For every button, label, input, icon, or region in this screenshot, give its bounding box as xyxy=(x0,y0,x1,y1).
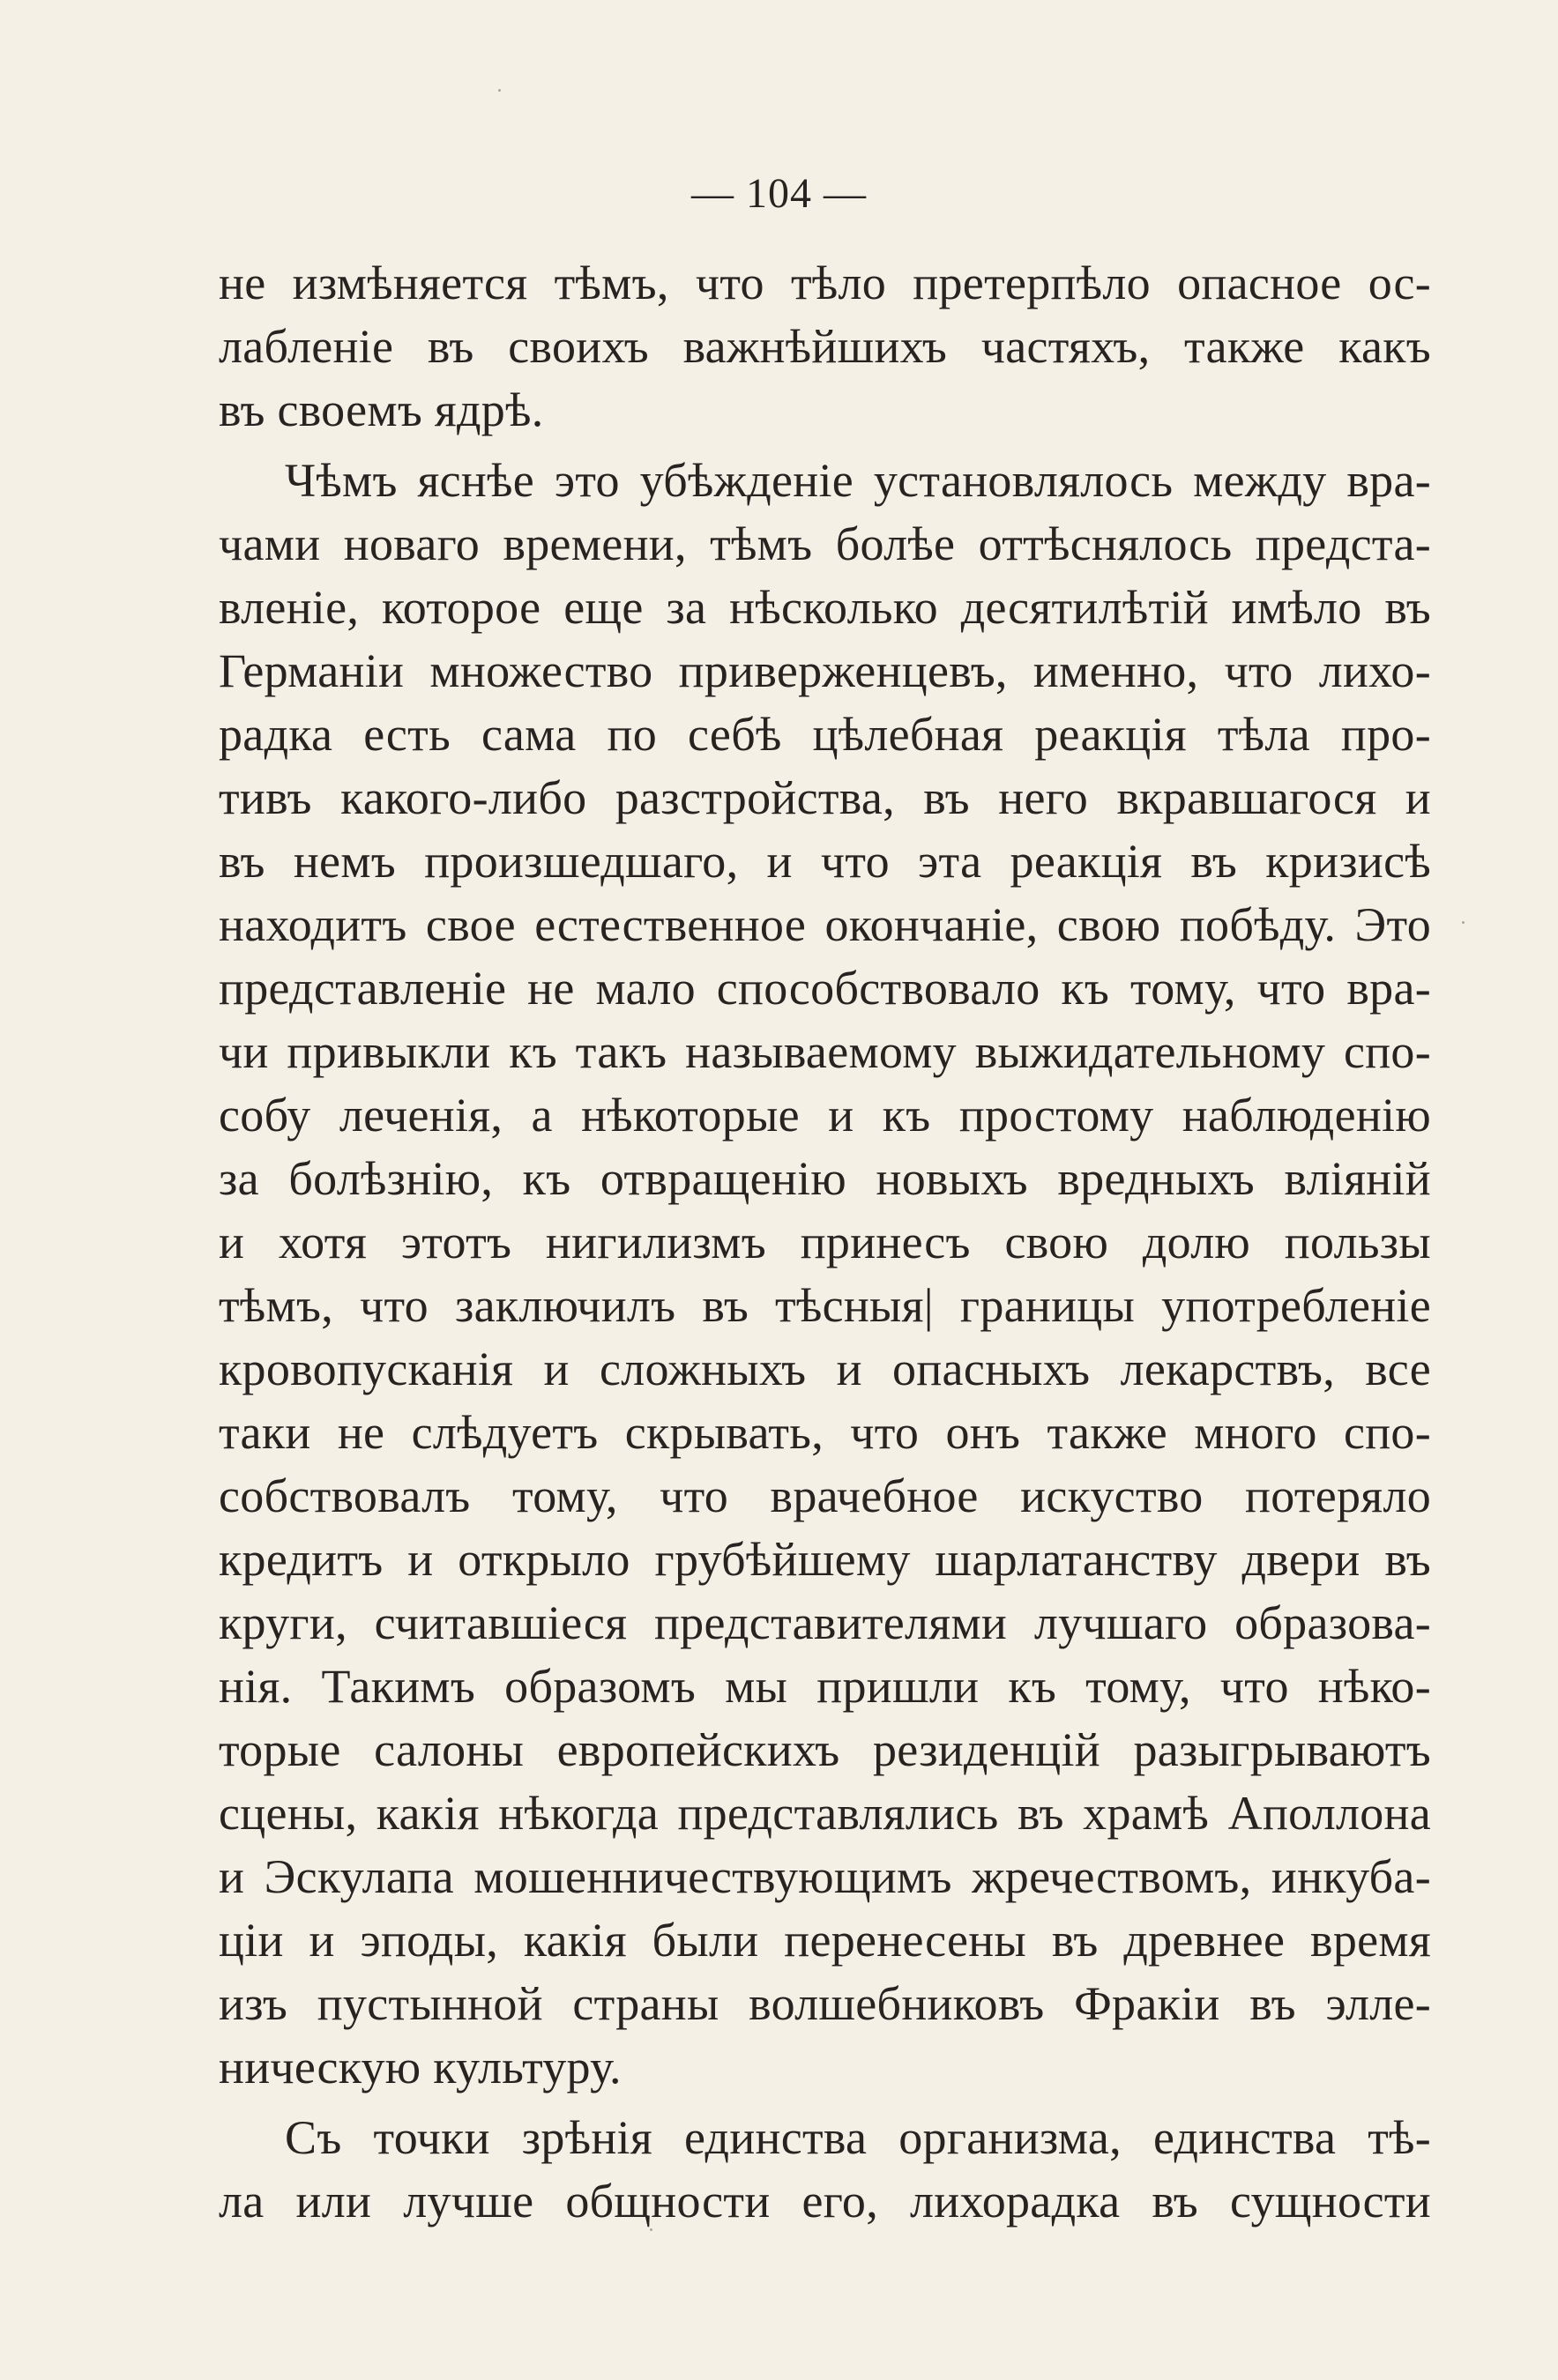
text-line: не измѣняется тѣмъ, что тѣло претерпѣло опасное ос- xyxy=(219,257,1431,309)
page-number: — 104 — xyxy=(691,170,867,217)
text-line: вленіе, которое еще за нѣсколько десятилѣтій имѣло въ xyxy=(219,581,1431,634)
text-line: круги, считавшіеся представителями лучшаго образова- xyxy=(219,1596,1431,1649)
text-line: таки не слѣдуетъ скрывать, что онъ также много спо- xyxy=(219,1406,1431,1459)
paper-speck xyxy=(1462,921,1465,924)
text-line: нія. Такимъ образомъ мы пришли къ тому, что нѣко- xyxy=(219,1660,1431,1713)
paper-speck xyxy=(650,2228,652,2231)
text-line: собствовалъ тому, что врачебное искуство потеряло xyxy=(219,1469,1431,1522)
text-line: ціи и эподы, какія были перенесены въ древнее время xyxy=(219,1914,1431,1967)
body-text xyxy=(219,251,1431,2233)
paragraph-gap xyxy=(219,2099,1431,2106)
text-line: чами новаго времени, тѣмъ болѣе оттѣснялось предста- xyxy=(219,517,1431,570)
text-line: тѣмъ, что заключилъ въ тѣсныя| границы употребленіе xyxy=(219,1279,1431,1332)
paper-speck xyxy=(498,89,501,92)
text-line: и хотя этотъ нигилизмъ принесъ свою долю пользы xyxy=(219,1216,1431,1268)
paragraph-gap xyxy=(219,442,1431,449)
text-line: сцены, какія нѣкогда представлялись въ храмѣ Аполлона xyxy=(219,1787,1431,1840)
text-line: въ немъ произшедшаго, и что эта реакція въ кризисѣ xyxy=(219,835,1431,888)
text-line: и Эскулапа мошенничествующимъ жречествомъ, инкуба- xyxy=(219,1850,1431,1903)
text-line: Германіи множество приверженцевъ, именно, что лихо- xyxy=(219,644,1431,697)
text-line: радка есть сама по себѣ цѣлебная реакція тѣла про- xyxy=(219,708,1431,761)
text-line: кредитъ и открыло грубѣйшему шарлатанству двери въ xyxy=(219,1533,1431,1586)
text-line: торые салоны европейскихъ резиденцій разыгрываютъ xyxy=(219,1723,1431,1776)
text-line: находитъ свое естественное окончаніе, свою побѣду. Это xyxy=(219,898,1431,951)
text-line: ническую культуру. xyxy=(219,2041,622,2094)
text-line: представленіе не мало способствовало къ тому, что вра- xyxy=(219,962,1431,1015)
text-line: за болѣзнію, къ отвращенію новыхъ вредныхъ вліяній xyxy=(219,1152,1431,1205)
text-line: ла или лучше общности его, лихорадка въ сущности xyxy=(219,2175,1431,2228)
text-line: Съ точки зрѣнія единства организма, единства тѣ- xyxy=(285,2111,1431,2164)
text-line: Чѣмъ яснѣе это убѣжденіе установлялось между вра- xyxy=(285,454,1431,507)
text-line: изъ пустынной страны волшебниковъ Фракіи въ элле- xyxy=(219,1977,1431,2030)
text-line: въ своемъ ядрѣ. xyxy=(219,383,544,436)
text-line: чи привыкли къ такъ называемому выжидательному спо- xyxy=(219,1025,1431,1078)
text-line: кровопусканія и сложныхъ и опасныхъ лекарствъ, все xyxy=(219,1342,1431,1395)
text-line: тивъ какого-либо разстройства, въ него вкравшагося и xyxy=(219,771,1431,824)
text-line: лабленіе въ своихъ важнѣйшихъ частяхъ, также какъ xyxy=(219,320,1431,373)
text-line: собу леченія, а нѣкоторые и къ простому наблюденію xyxy=(219,1089,1431,1142)
